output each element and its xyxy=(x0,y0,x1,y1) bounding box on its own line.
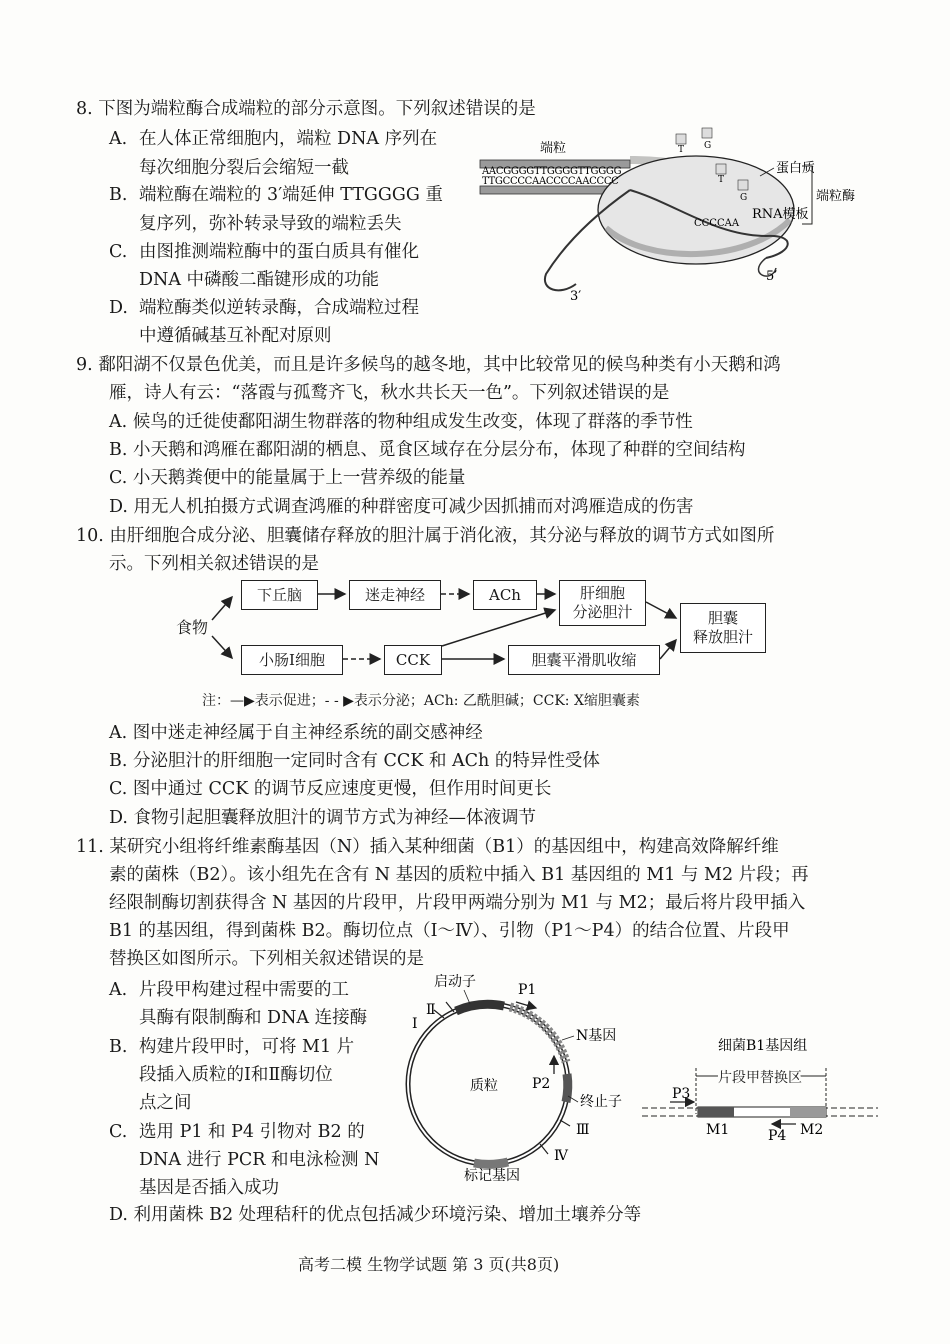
q10-option-b: B. 分泌胆汁的肝细胞一定同时含有 CCK 和 ACh 的特异性受体 xyxy=(109,751,600,771)
m2-label: M2 xyxy=(800,1122,824,1138)
replace-label: 片段甲替换区 xyxy=(718,1070,802,1086)
q8-option-b-label: B. xyxy=(109,185,128,205)
vagus-box: 迷走神经 xyxy=(349,580,441,610)
q9-option-d: D. 用无人机拍摄方式调查鸿雁的种群密度可减少因抓捕而对鸿雁造成的伤害 xyxy=(109,497,694,517)
q11-option-c-line2: DNA 进行 PCR 和电泳检测 N xyxy=(139,1150,380,1170)
q8-end-5: 5′ xyxy=(766,269,778,284)
q11-line5: 替换区如图所示。下列相关叙述错误的是 xyxy=(109,949,424,969)
q10-option-d: D. 食物引起胆囊释放胆汁的调节方式为神经—体液调节 xyxy=(109,808,537,828)
q11-line2: 素的菌株（B2）。该小组先在含有 N 基因的质粒中插入 B1 基因组的 M1 与 M2 片段；再 xyxy=(109,865,809,885)
svg-text:T: T xyxy=(678,145,685,155)
q9-option-a: A. 候鸟的迁徙使鄱阳湖生物群落的物种组成发生改变，体现了群落的季节性 xyxy=(109,412,693,432)
q8-option-d-line1: 端粒酶类似逆转录酶，合成端粒过程 xyxy=(139,298,419,318)
q9-option-b: B. 小天鹅和鸿雁在鄱阳湖的栖息、觅食区域存在分层分布，体现了种群的空间结构 xyxy=(109,440,746,460)
q8-protein-label: 蛋白质 xyxy=(776,161,816,176)
q8-option-a-line2: 每次细胞分裂后会缩短一截 xyxy=(139,158,349,178)
food-label: 食物 xyxy=(176,618,209,637)
q8-telomere-label: 端粒 xyxy=(540,141,567,156)
q8-end-3: 3′ xyxy=(570,289,582,304)
q8-rna-seq: CCCCAA xyxy=(694,218,740,229)
promoter-label: 启动子 xyxy=(434,974,476,990)
q11-option-b-line2: 段插入质粒的Ⅰ和Ⅱ酶切位 xyxy=(139,1065,333,1085)
q11-option-c-label: C. xyxy=(109,1122,128,1142)
muscle-box: 胆囊平滑肌收缩 xyxy=(508,645,660,675)
q11-option-a-line2: 具酶有限制酶和 DNA 连接酶 xyxy=(139,1008,368,1028)
svg-text:G: G xyxy=(740,193,748,203)
svg-text:T: T xyxy=(718,175,725,185)
q10-line1: 10. 由肝细胞合成分泌、胆囊储存释放的胆汁属于消化液，其分泌与释放的调节方式如图所 xyxy=(76,526,775,546)
q8-option-d-label: D. xyxy=(109,298,128,318)
q8-option-d-line2: 中遵循碱基互补配对原则 xyxy=(139,326,332,346)
q11-option-d: D. 利用菌株 B2 处理秸秆的优点包括减少环境污染、增加土壤养分等 xyxy=(109,1205,642,1225)
page-footer: 高考二模 生物学试题 第 3 页(共8页) xyxy=(298,1255,560,1274)
svg-text:G: G xyxy=(704,141,712,151)
q11-line4: B1 的基因组，得到菌株 B2。酶切位点（Ⅰ～Ⅳ）、引物（P1～P4）的结合位置、片段甲 xyxy=(109,921,790,941)
q9-line2: 雁，诗人有云：“落霞与孤鹜齐飞，秋水共长天一色”。下列叙述错误的是 xyxy=(109,383,670,403)
q11-line1: 11. 某研究小组将纤维素酶基因（N）插入某种细菌（B1）的基因组中，构建高效降解纤维 xyxy=(76,837,779,857)
p2-label: P2 xyxy=(532,1076,551,1092)
p4-label: P4 xyxy=(768,1128,787,1144)
q11-option-a-label: A. xyxy=(109,980,128,1000)
q9-option-c: C. 小天鹅粪便中的能量属于上一营养级的能量 xyxy=(109,468,466,488)
site-1-label: Ⅰ xyxy=(412,1016,418,1032)
q11-option-b-line1: 构建片段甲时，可将 M1 片 xyxy=(139,1037,355,1057)
terminator-label: 终止子 xyxy=(580,1094,622,1110)
q8-option-c-line2: DNA 中磷酸二酯键形成的功能 xyxy=(139,270,380,290)
q11-option-b-label: B. xyxy=(109,1037,128,1057)
site-3-label: Ⅲ xyxy=(576,1122,590,1138)
q11-line3: 经限制酶切割获得含 N 基因的片段甲，片段甲两端分别为 M1 与 M2；最后将片段甲插入 xyxy=(109,893,806,913)
q8-option-a-label: A. xyxy=(109,129,128,149)
hypothalamus-box: 下丘脑 xyxy=(241,580,318,610)
q8-enzyme-label: 端粒酶 xyxy=(816,189,856,204)
m1-label: M1 xyxy=(706,1122,730,1138)
cck-box: CCK xyxy=(384,645,442,675)
q8-option-c-label: C. xyxy=(109,242,128,262)
gallbladder-box: 胆囊 释放胆汁 xyxy=(680,603,766,653)
liver-box: 肝细胞 分泌胆汁 xyxy=(559,580,646,626)
ach-box: ACh xyxy=(473,580,537,610)
q8-rna-label: RNA模板 xyxy=(752,207,809,222)
q8-option-a-line1: 在人体正常细胞内，端粒 DNA 序列在 xyxy=(139,129,438,149)
p1-label: P1 xyxy=(518,982,537,998)
q10-line2: 示。下列相关叙述错误的是 xyxy=(109,554,319,574)
q11-option-c-line3: 基因是否插入成功 xyxy=(139,1178,279,1198)
q8-seq-bottom: TTGCCCCAACCCCAACCCC xyxy=(482,176,619,187)
q8-stem: 8. 下图为端粒酶合成端粒的部分示意图。下列叙述错误的是 xyxy=(76,99,536,119)
marker-gene-label: 标记基因 xyxy=(464,1168,520,1184)
plasmid-label: 质粒 xyxy=(470,1078,498,1094)
q8-option-c-line1: 由图推测端粒酶中的蛋白质具有催化 xyxy=(139,242,419,262)
plasmid-figure xyxy=(400,974,680,1184)
n-gene-label: N基因 xyxy=(576,1028,617,1044)
q11-option-a-line1: 片段甲构建过程中需要的工 xyxy=(139,980,349,1000)
q8-option-b-line2: 复序列，弥补转录导致的端粒丢失 xyxy=(139,214,402,234)
q11-option-c-line1: 选用 P1 和 P4 引物对 B2 的 xyxy=(139,1122,365,1142)
genome-figure xyxy=(642,1034,882,1146)
genome-label: 细菌B1基因组 xyxy=(718,1038,808,1054)
q8-option-b-line1: 端粒酶在端粒的 3′端延伸 TTGGGG 重 xyxy=(139,185,443,205)
site-4-label: Ⅳ xyxy=(554,1148,568,1164)
q10-option-c: C. 图中通过 CCK 的调节反应速度更慢，但作用时间更长 xyxy=(109,779,552,799)
q11-option-b-line3: 点之间 xyxy=(139,1093,192,1113)
diagram-note: 注：—▶表示促进；- - ▶表示分泌；ACh: 乙酰胆碱；CCK: X缩胆囊素 xyxy=(202,693,640,709)
site-2-label: Ⅱ xyxy=(426,1002,436,1018)
p3-label: P3 xyxy=(672,1086,691,1102)
q8-seq-top: AACGGGGTTGGGGTTGGGG xyxy=(482,166,622,177)
q10-option-a: A. 图中迷走神经属于自主神经系统的副交感神经 xyxy=(109,723,483,743)
q9-line1: 9. 鄱阳湖不仅景色优美，而且是许多候鸟的越冬地，其中比较常见的候鸟种类有小天鹅和鸿 xyxy=(76,355,781,375)
intestine-box: 小肠Ⅰ细胞 xyxy=(241,645,343,675)
